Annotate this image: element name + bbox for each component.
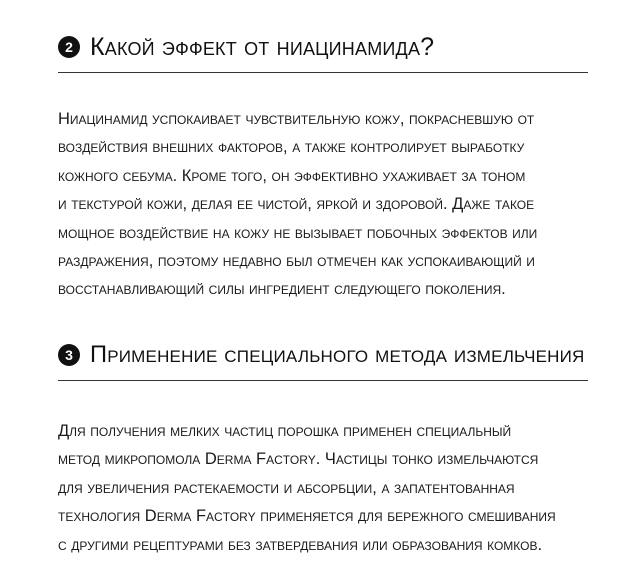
section-paragraph [58,105,588,304]
section-title: Применение специального метода измельчения [90,342,585,368]
section-paragraph [58,417,588,559]
paragraph-line: мощное воздействие на кожу не вызывает побочных эффектов или [58,223,538,242]
divider [58,72,588,73]
paragraph-line: метод микропомола Derma Factory. Частицы тонко измельчаются [58,450,539,469]
paragraph-line: с другими рецептурами без затвердевания или образования комков. [58,535,543,554]
paragraph-line: раздражения, поэтому недавно был отмечен как успокаивающий и [58,252,535,271]
paragraph-line: для увеличения растекаемости и абсорбции, а запатентованная [58,478,515,497]
paragraph-line: кожного себума. Кроме того, он эффективно ухаживает за тоном [58,166,526,185]
number-badge-3: 3 [58,344,80,366]
paragraph-line: и текстурой кожи, делая ее чистой, яркой и здоровой. Даже такое [58,195,535,214]
section-heading [58,338,588,372]
paragraph-line: Для получения мелких частиц порошка применен специальный [58,422,512,440]
divider [58,380,588,381]
number-badge-2: 2 [58,36,80,58]
paragraph-line: технология Derma Factory применяется для бережного смешивания [58,507,556,526]
paragraph-line: Ниацинамид успокаивает чувствительную кожу, покрасневшую от [58,110,535,128]
section-heading [58,30,588,64]
paragraph-line: восстанавливающий силы ингредиент следующего поколения. [58,280,506,299]
section-milling-method [58,338,588,559]
paragraph-line: воздействия внешних факторов, а также контролирует выработку [58,138,525,157]
section-niacinamide-effect [58,30,588,304]
section-title: Какой эффект от ниацинамида? [90,33,435,61]
